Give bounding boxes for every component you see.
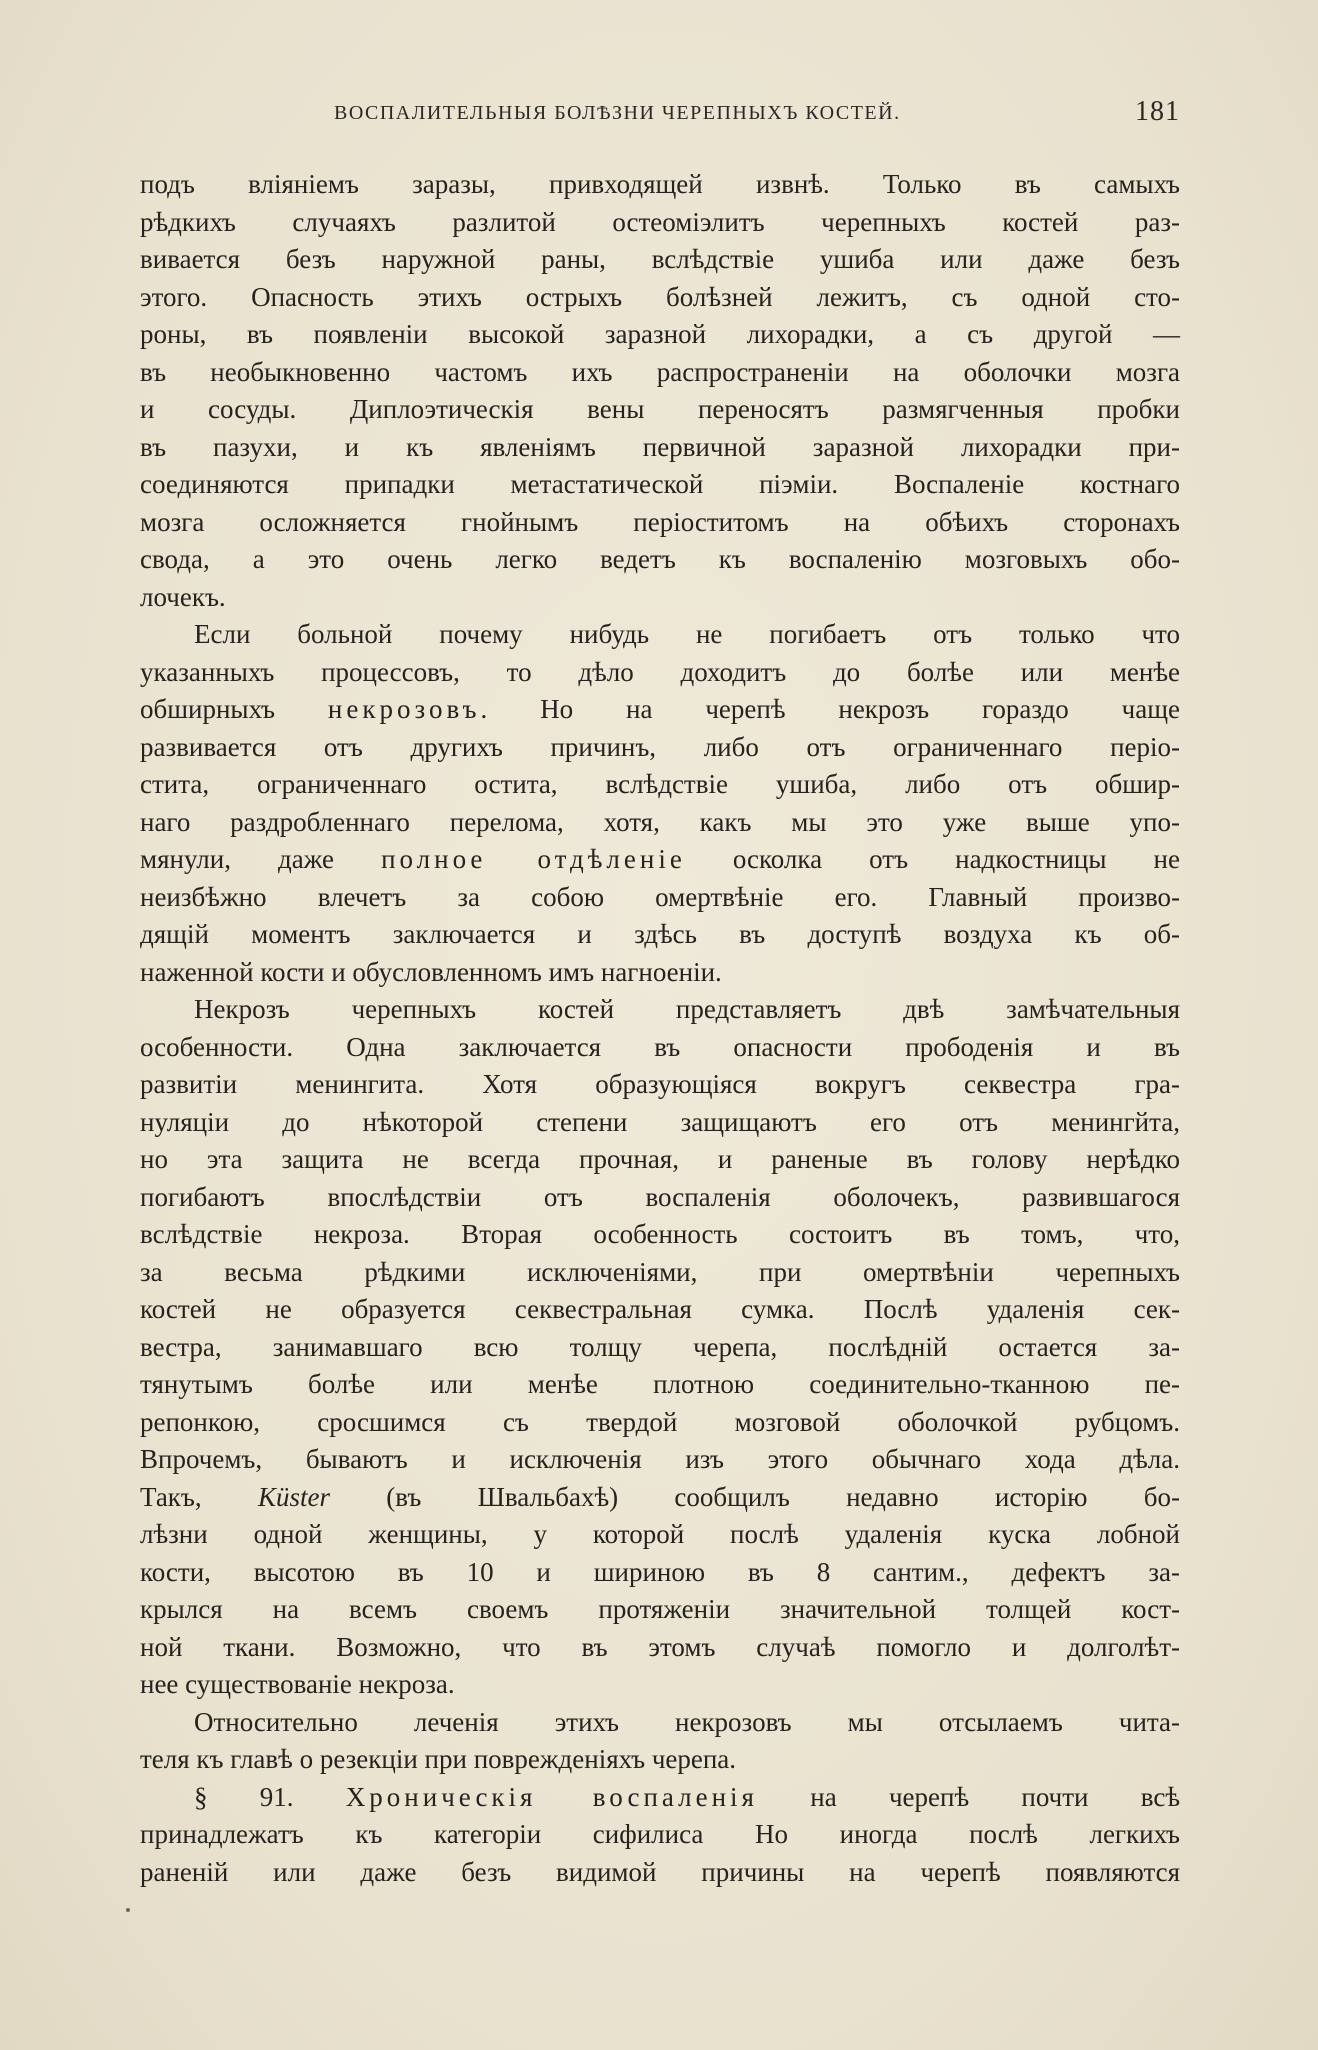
text-line: Относительно леченія этихъ некрозовъ мы отсылаемъ чита- (194, 1706, 1180, 1737)
text-line: Впрочемъ, бываютъ и исключенія изъ этого обычнаго хода дѣла. (140, 1444, 1180, 1474)
text-line: развитіи менингита. Хотя образующіяся вокругъ секвестра гра- (140, 1069, 1180, 1099)
section-heading: Хроническія воспаленія (345, 1781, 758, 1812)
text-line: раненій или даже безъ видимой причины на черепѣ появляются (140, 1856, 1180, 1887)
text-line: дящій моментъ заключается и здѣсь въ доступѣ воздуха къ об- (140, 919, 1180, 949)
text-line: и сосуды. Диплоэтическія вены переносятъ размягченныя пробки (140, 394, 1180, 424)
text-run: Такъ, (140, 1481, 258, 1512)
text-line: роны, въ появленіи высокой заразной лихорадки, а съ другой — (140, 319, 1180, 349)
text-run: (въ Швальбахѣ) сообщилъ недавно исторію бо- (329, 1481, 1180, 1512)
text-line (140, 691, 1180, 729)
text-line: нее существованіе некроза. (140, 1669, 455, 1699)
text-line: теля къ главѣ о резекціи при поврежденіяхъ черепа. (140, 1744, 737, 1774)
text-run: обширныхъ (140, 694, 328, 724)
paragraph-2 (140, 616, 1180, 991)
text-line: особенности. Одна заключается въ опасности прободенія и въ (140, 1031, 1180, 1062)
body-text (140, 166, 1180, 1891)
text-line: костей не образуется секвестральная сумка. Послѣ удаленія сек- (140, 1294, 1180, 1324)
text-run: осколка отъ надкостницы не (685, 844, 1180, 874)
text-line: наго раздробленнаго перелома, хотя, какъ мы это уже выше упо- (140, 806, 1180, 837)
text-line: указанныхъ процессовъ, то дѣло доходитъ до болѣе или менѣе (140, 656, 1180, 687)
text-line: за весьма рѣдкими исключеніями, при омертвѣніи черепныхъ (140, 1256, 1180, 1287)
text-line: рѣдкихъ случаяхъ разлитой остеоміэлитъ черепныхъ костей раз- (140, 206, 1180, 237)
text-line: вестра, занимавшаго всю толщу черепа, послѣдній остается за- (140, 1331, 1180, 1362)
text-line (140, 1779, 1180, 1817)
text-line: тянутымъ болѣе или менѣе плотною соединительно-тканною пе- (140, 1369, 1180, 1399)
text-line: крылся на всемъ своемъ протяженіи значительной толщей кост- (140, 1594, 1180, 1624)
text-line: въ пазухи, и къ явленіямъ первичной заразной лихорадки при- (140, 431, 1180, 462)
running-head: ВОСПАЛИТЕЛЬНЫЯ БОЛѢЗНИ ЧЕРЕПНЫХЪ КОСТЕЙ. (334, 102, 901, 124)
spaced-emphasis: некрозовъ (327, 694, 481, 724)
section-number: § 91. (194, 1781, 346, 1812)
page-number: 181 (1135, 96, 1180, 127)
page-header (140, 96, 1180, 132)
text-line: кости, высотою въ 10 и шириною въ 8 сантим., дефектъ за- (140, 1556, 1180, 1587)
paragraph-3 (140, 991, 1180, 1704)
text-line: въ необыкновенно частомъ ихъ распространеніи на оболочки мозга (140, 356, 1180, 387)
text-line: лочекъ. (140, 581, 226, 612)
text-run: на черепѣ почти всѣ (757, 1781, 1180, 1812)
spaced-emphasis: полное отдѣленіе (381, 844, 686, 874)
paragraph-5 (140, 1779, 1180, 1892)
text-line: стита, ограниченнаго остита, вслѣдствіе ушиба, либо отъ обшир- (140, 769, 1180, 799)
text-line: нуляціи до нѣкоторой степени защищаютъ его отъ менингйта, (140, 1106, 1180, 1137)
text-line: но эта защита не всегда прочная, и раненые въ голову нерѣдко (140, 1144, 1180, 1174)
text-line: соединяются припадки метастатической піэміи. Воспаленіе костнаго (140, 469, 1180, 499)
margin-mark (126, 1908, 130, 1912)
text-line: свода, а это очень легко ведетъ къ воспаленію мозговыхъ обо- (140, 544, 1180, 574)
text-line: вивается безъ наружной раны, вслѣдствіе ушиба или даже безъ (140, 244, 1180, 274)
text-line: Некрозъ черепныхъ костей представляетъ двѣ замѣчательныя (194, 994, 1180, 1024)
text-line (140, 841, 1180, 879)
text-line: Если больной почему нибудь не погибаетъ отъ только что (194, 619, 1180, 649)
text-line: наженной кости и обусловленномъ имъ нагноеніи. (140, 956, 722, 987)
text-line: подъ вліяніемъ заразы, привходящей извнѣ. Только въ самыхъ (140, 169, 1180, 199)
text-line (140, 1479, 1180, 1517)
text-line: этого. Опасность этихъ острыхъ болѣзней лежитъ, съ одной сто- (140, 281, 1180, 312)
paragraph-4 (140, 1704, 1180, 1779)
text-line: погибаютъ впослѣдствіи отъ воспаленія оболочекъ, развившагося (140, 1181, 1180, 1212)
text-line: ной ткани. Возможно, что въ этомъ случаѣ помогло и долголѣт- (140, 1631, 1180, 1662)
text-line: развивается отъ другихъ причинъ, либо отъ ограниченнаго періо- (140, 731, 1180, 762)
text-run: . Но на черепѣ некрозъ гораздо чаще (480, 694, 1180, 724)
text-run: мянули, даже (140, 844, 382, 874)
text-line: неизбѣжно влечетъ за собою омертвѣніе его. Главный произво- (140, 881, 1180, 912)
paragraph-1 (140, 166, 1180, 616)
text-line: вслѣдствіе некроза. Вторая особенность состоитъ въ томъ, что, (140, 1219, 1180, 1249)
text-line: мозга осложняется гнойнымъ періоститомъ на обѣихъ сторонахъ (140, 506, 1180, 537)
text-line: репонкою, сросшимся съ твердой мозговой оболочкой рубцомъ. (140, 1406, 1180, 1437)
text-line: принадлежатъ къ категоріи сифилиса Но иногда послѣ легкихъ (140, 1819, 1180, 1849)
author-name: Küster (257, 1481, 330, 1512)
text-line: лѣзни одной женщины, у которой послѣ удаленія куска лобной (140, 1519, 1180, 1549)
